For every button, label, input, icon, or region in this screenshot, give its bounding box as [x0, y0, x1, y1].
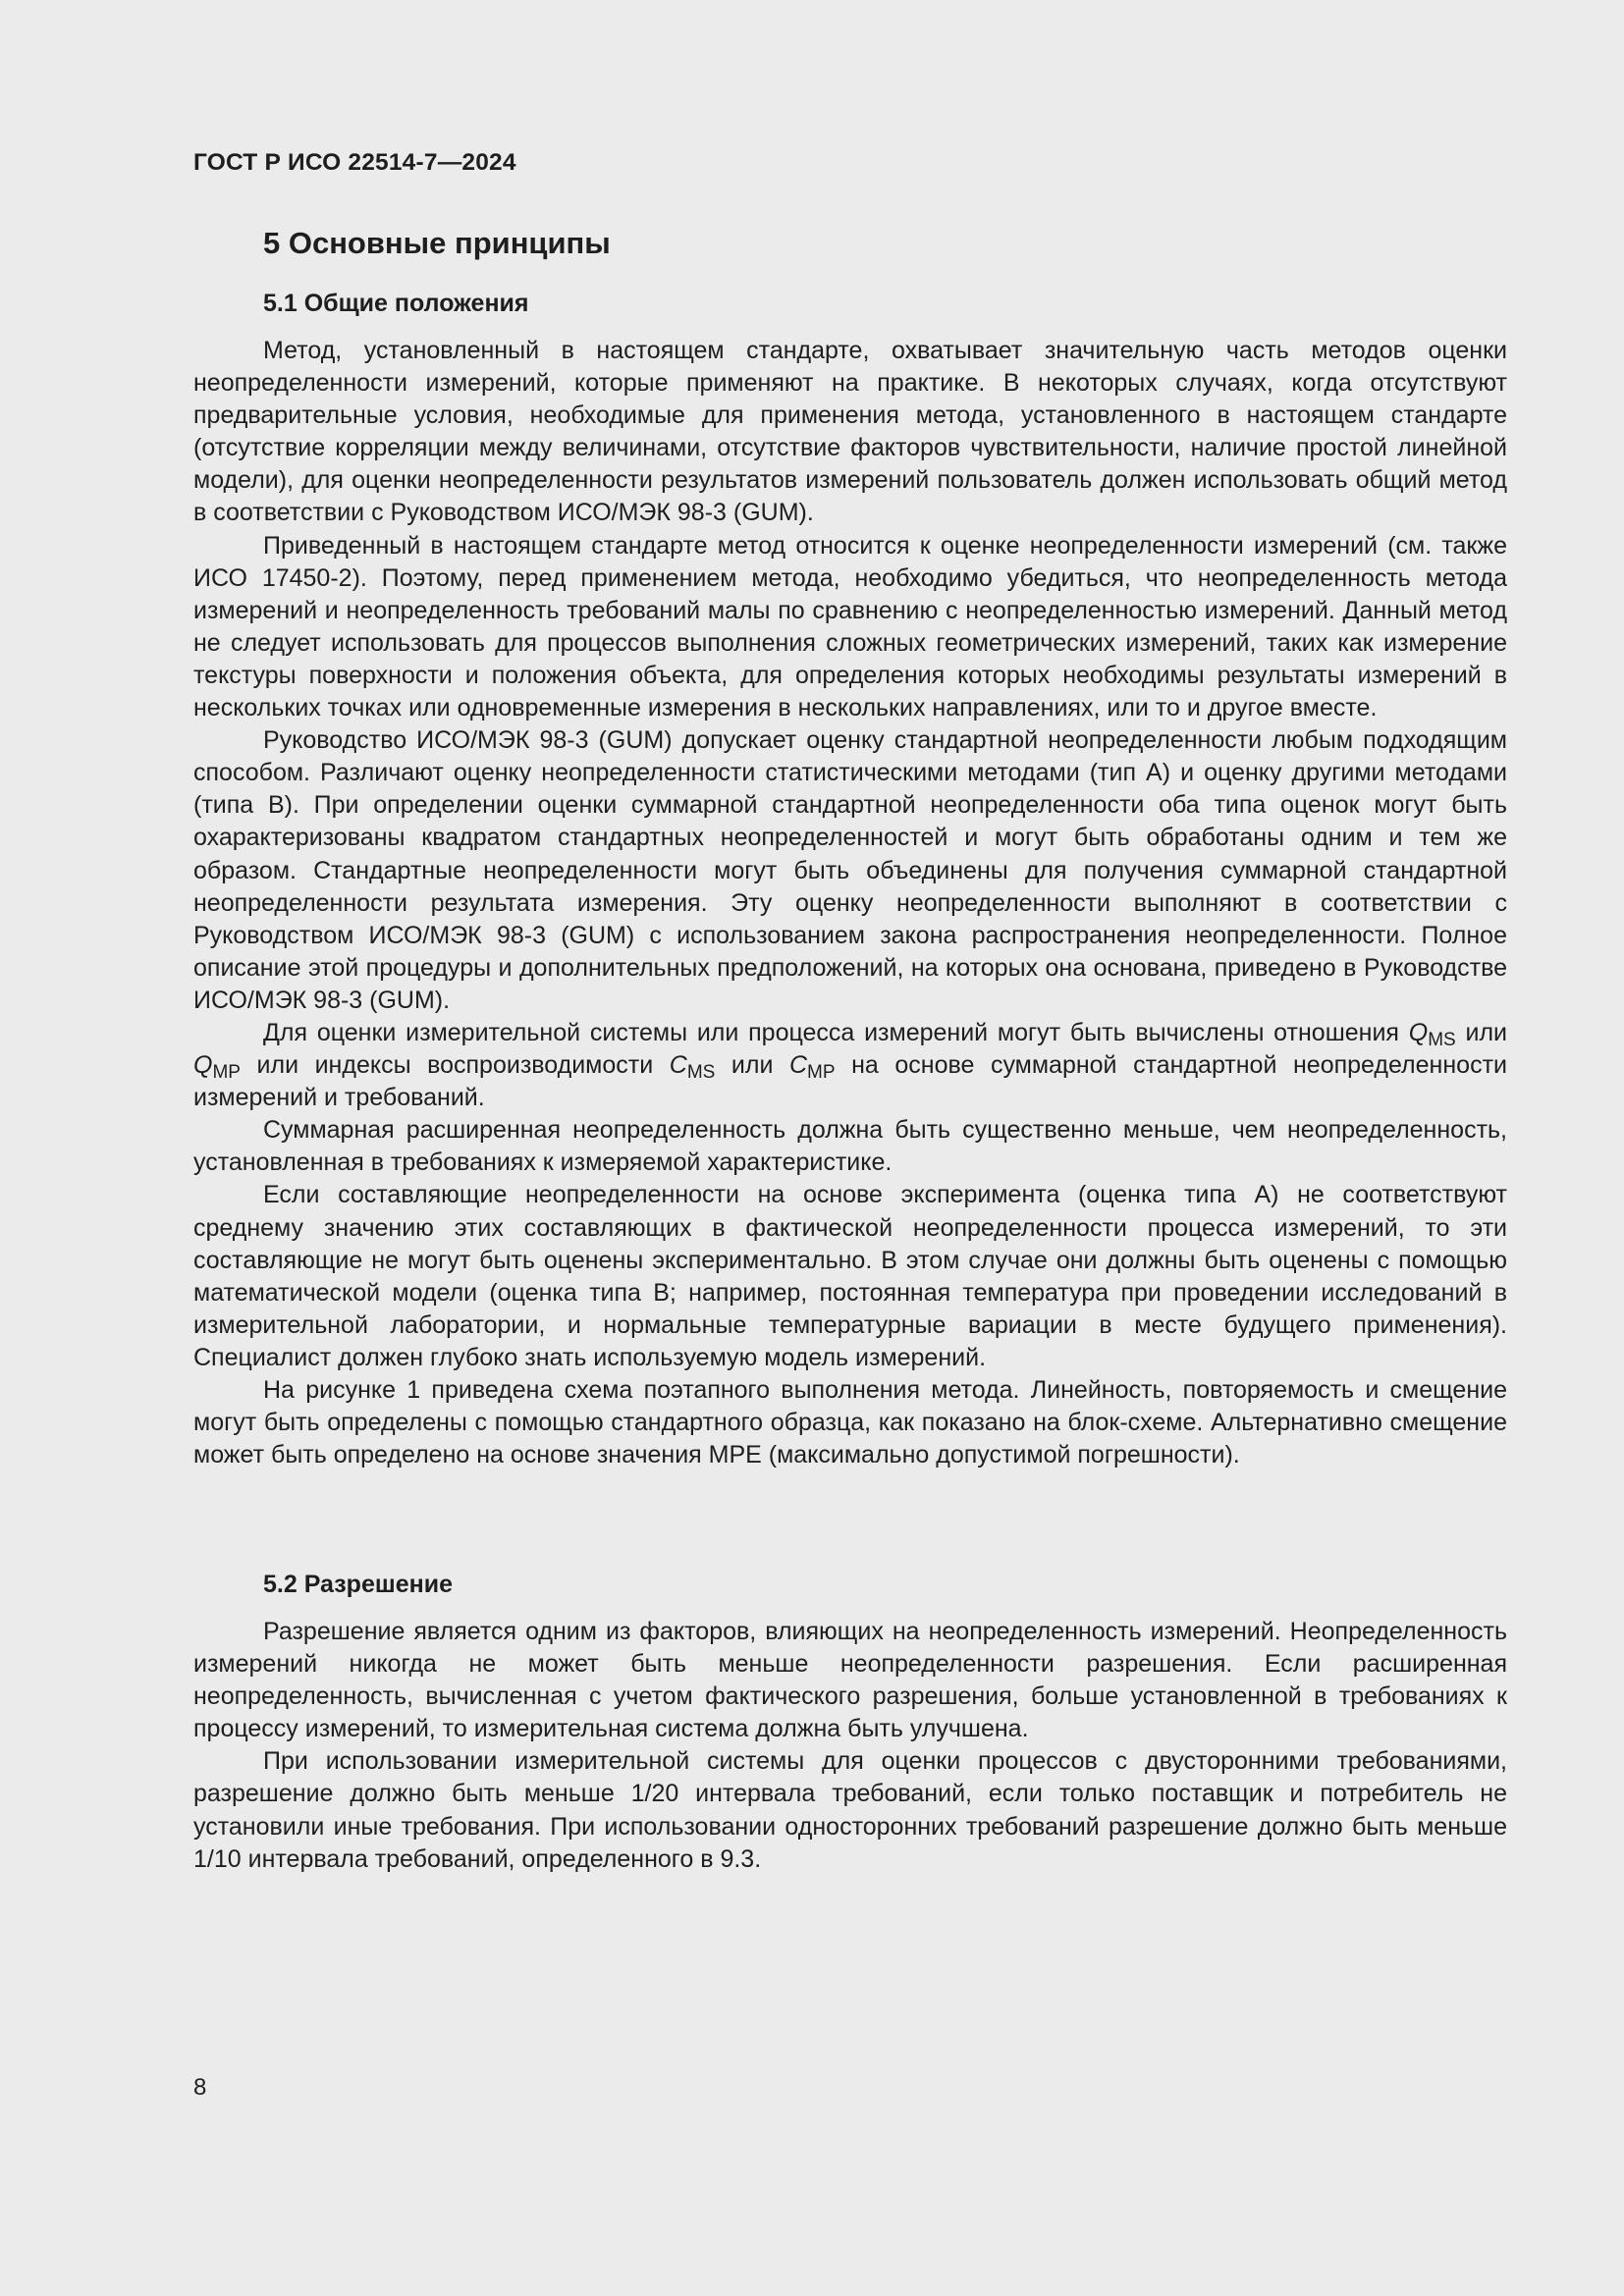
paragraph: Приведенный в настоящем стандарте метод относится к оценке неопределенности измерений (см. также ИСО 17450-2). Поэтому, перед применением метода, необходимо убедиться, что неопределенность метода измерений и неопределенность требований малы по сравнению с неопределенностью измерений. Данный метод не следует использовать для процессов выполнения сложных геометрических измерений, таких как измерение текстуры поверхности и положения объекта, для определения которых необходимы результаты измерений в нескольких точках или одновременные измерения в нескольких направлениях, или то и другое вместе.	[193, 531, 1507, 722]
paragraph: Если составляющие неопределенности на основе эксперимента (оценка типа А) не соответствуют среднему значению этих составляющих в фактической неопределенности процесса измерений, то эти составляющие не могут быть оценены экспериментально. В этом случае они должны быть оценены с помощью математической модели (оценка типа В; например, постоянная температура при проведении исследований в измерительной лаборатории, и нормальные температурные вариации в месте будущего применения). Специалист должен глубоко знать используемую модель измерений.	[193, 1181, 1507, 1371]
paragraph: Разрешение является одним из факторов, влияющих на неопределенность измерений. Неопределенность измерений никогда не может быть меньше неопределенности разрешения. Если расширенная неопределенность, вычисленная с учетом фактического разрешения, больше установленной в требованиях к процессу измерений, то измерительная система должна быть улучшена.	[193, 1618, 1507, 1743]
paragraph: Руководство ИСО/МЭК 98-3 (GUM) допускает оценку стандартной неопределенности любым подходящим способом. Различают оценку неопределенности статистическими методами (тип А) и оценку другими методами (типа В). При определении оценки суммарной стандартной неопределенности оба типа оценок могут быть охарактеризованы квадратом стандартных неопределенностей и могут быть обработаны одним и тем же образом. Стандартные неопределенности могут быть объединены для получения суммарной стандартной неопределенности результата измерения. Эту оценку неопределенности выполняют в соответствии с Руководством ИСО/МЭК 98-3 (GUM) с использованием закона распространения неопределенности. Полное описание этой процедуры и дополнительных предположений, на которых она основана, приведено в Руководстве ИСО/МЭК 98-3 (GUM).	[193, 726, 1507, 1014]
section-5-title: 5 Основные принципы	[263, 226, 611, 260]
paragraph: Метод, установленный в настоящем стандарте, охватывает значительную часть методов оценки неопределенности измерений, которые применяют на практике. В некоторых случаях, когда отсутствуют предварительные условия, необходимые для применения метода, установленного в настоящем стандарте (отсутствие корреляции между величинами, отсутствие факторов чувствительности, наличие простой линейной модели), для оценки неопределенности результатов измерений пользователь должен использовать общий метод в соответствии с Руководством ИСО/МЭК 98-3 (GUM).	[193, 337, 1507, 527]
paragraph: Суммарная расширенная неопределенность должна быть существенно меньше, чем неопределенность, установленная в требованиях к измеряемой характеристике.	[193, 1116, 1507, 1177]
section-5-1-body	[193, 335, 1507, 1471]
paragraph-ratios: Для оценки измерительной системы или процесса измерений могут быть вычислены отношения $Q_{MS}$ или $Q_{MP}$ или индексы воспроизводимости $C_{MS}$ или $C_{MP}$ на основе суммарной стандартной неопределенности измерений и требований.	[193, 1018, 1507, 1112]
paragraph: На рисунке 1 приведена схема поэтапного выполнения метода. Линейность, повторяемость и смещение могут быть определены с помощью стандартного образца, как показано на блок-схеме. Альтернативно смещение может быть определено на основе значения MPE (максимально допустимой погрешности).	[193, 1376, 1507, 1469]
section-5-2-body	[193, 1616, 1507, 1876]
paragraph: При использовании измерительной системы для оценки процессов с двусторонними требованиями, разрешение должно быть меньше 1/20 интервала требований, если только поставщик и потребитель не установили иные требования. При использовании односторонних требований разрешение должно быть меньше 1/10 интервала требований, определенного в 9.3.	[193, 1747, 1507, 1873]
section-5-2-title: 5.2 Разрешение	[263, 1571, 453, 1598]
document-header: ГОСТ Р ИСО 22514-7—2024	[193, 149, 516, 176]
section-5-1-title: 5.1 Общие положения	[263, 290, 529, 317]
page-number: 8	[193, 2074, 207, 2101]
